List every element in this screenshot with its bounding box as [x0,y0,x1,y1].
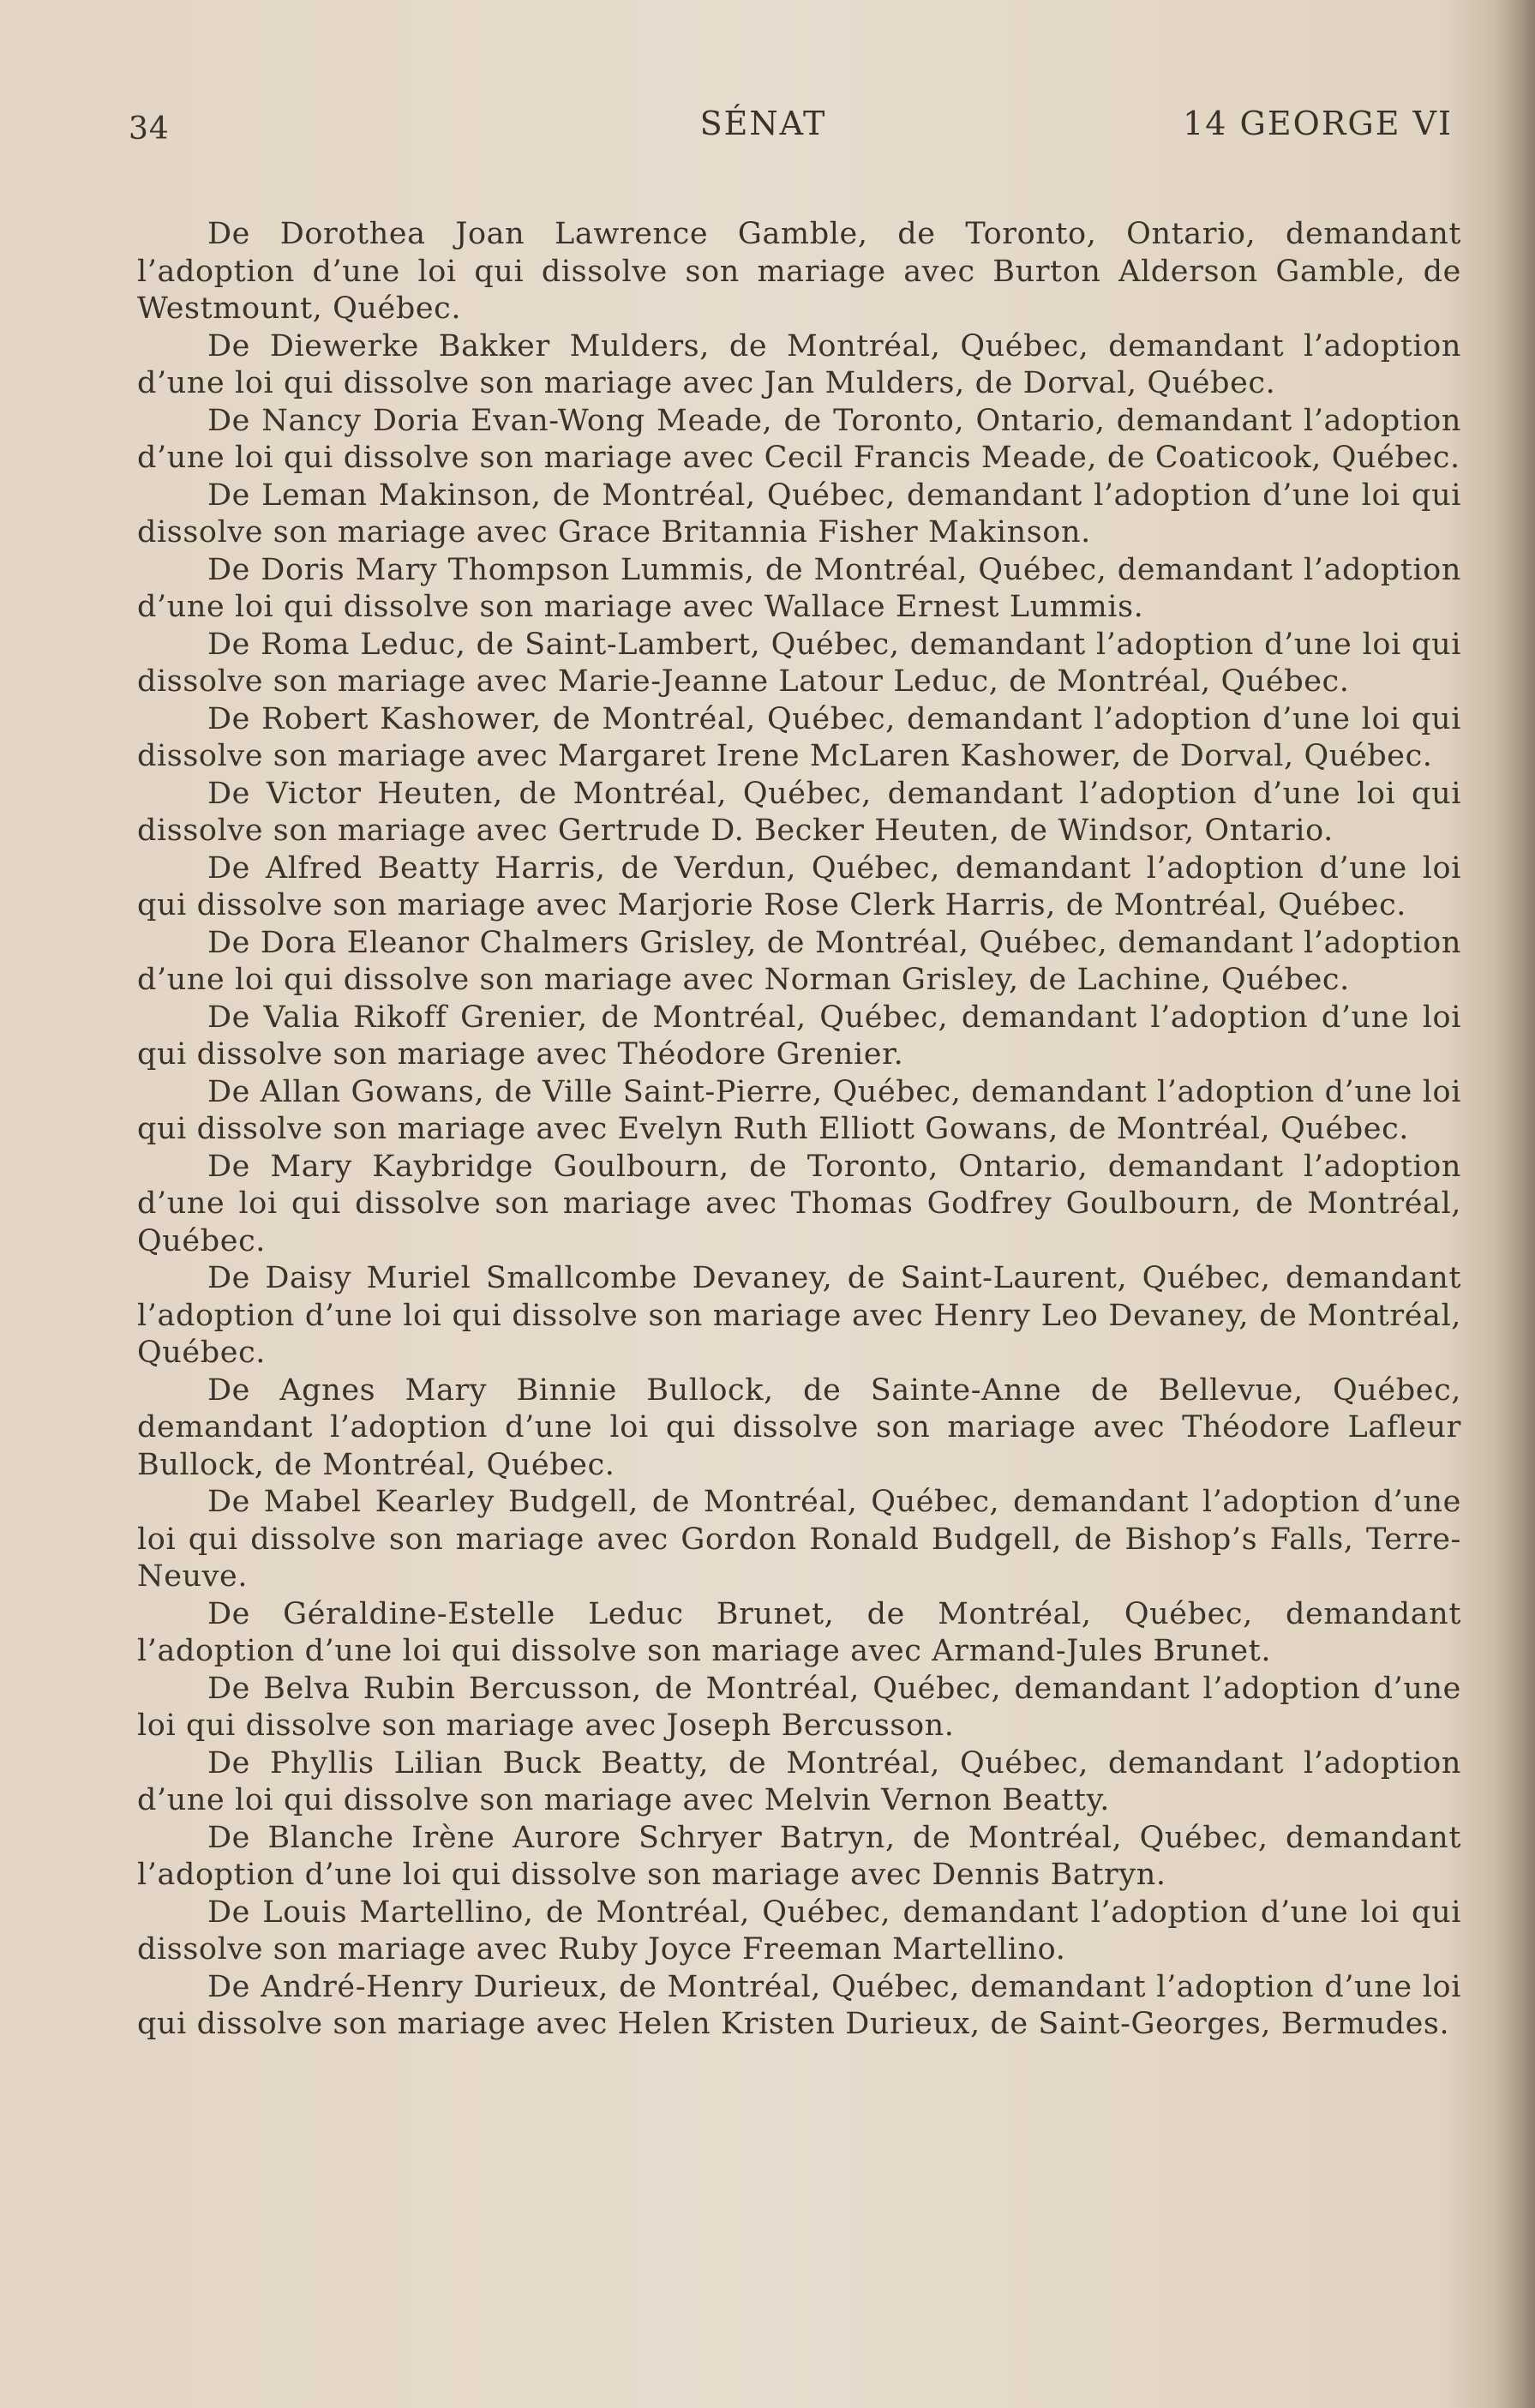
petition-paragraph: De Victor Heuten, de Montréal, Québec, demandant l’adoption d’une loi qui dissolve son mariage avec Gertrude D. Becker Heuten, de Windsor, Ontario. [137,776,1461,848]
petition-paragraph: De Alfred Beatty Harris, de Verdun, Québec, demandant l’adoption d’une loi qui dissolve son mariage avec Marjorie Rose Clerk Harris, de Montréal, Québec. [137,850,1461,922]
petition-paragraph: De Dorothea Joan Lawrence Gamble, de Toronto, Ontario, demandant l’adoption d’une loi qui dissolve son mariage avec Burton Alderson Gamble, de Westmount, Québec. [137,217,1461,326]
petition-paragraph: De Roma Leduc, de Saint-Lambert, Québec, demandant l’adoption d’une loi qui dissolve son mariage avec Marie-Jeanne Latour Leduc, de Montréal, Québec. [137,627,1461,699]
petition-paragraph: De Agnes Mary Binnie Bullock, de Sainte-Anne de Bellevue, Québec, demandant l’adoption d’une loi qui dissolve son mariage avec Théodore Lafleur Bullock, de Montréal, Québec. [137,1372,1461,1482]
petition-paragraph: De Géraldine-Estelle Leduc Brunet, de Montréal, Québec, demandant l’adoption d’une loi qui dissolve son mariage avec Armand-Jules Brunet. [137,1596,1461,1668]
regnal-year: 14 GEORGE VI [1183,105,1453,142]
petition-paragraph: De Mabel Kearley Budgell, de Montréal, Québec, demandant l’adoption d’une loi qui dissolve son mariage avec Gordon Ronald Budgell, de Bishop’s Falls, Terre-Neuve. [137,1485,1461,1594]
petition-paragraph: De Blanche Irène Aurore Schryer Batryn, de Montréal, Québec, demandant l’adoption d’une loi qui dissolve son mariage avec Dennis Batryn. [137,1820,1461,1892]
page-number: 34 [129,111,170,147]
petition-paragraph: De André-Henry Durieux, de Montréal, Québec, demandant l’adoption d’une loi qui dissolve son mariage avec Helen Kristen Durieux, de Saint-Georges, Bermudes. [137,1969,1461,2041]
page-title: SÉNAT [699,105,827,142]
petition-paragraph: De Valia Rikoff Grenier, de Montréal, Québec, demandant l’adoption d’une loi qui dissolve son mariage avec Théodore Grenier. [137,1000,1461,1072]
petition-paragraph: De Robert Kashower, de Montréal, Québec, demandant l’adoption d’une loi qui dissolve son mariage avec Margaret Irene McLaren Kashower, de Dorval, Québec. [137,701,1461,773]
petition-paragraph: De Nancy Doria Evan-Wong Meade, de Toronto, Ontario, demandant l’adoption d’une loi qui dissolve son mariage avec Cecil Francis Meade, de Coaticook, Québec. [137,403,1461,475]
petition-paragraph: De Leman Makinson, de Montréal, Québec, demandant l’adoption d’une loi qui dissolve son mariage avec Grace Britannia Fisher Makinson. [137,477,1461,549]
petition-paragraph: De Doris Mary Thompson Lummis, de Montréal, Québec, demandant l’adoption d’une loi qui dissolve son mariage avec Wallace Ernest Lummis. [137,552,1461,624]
petition-paragraph: De Dora Eleanor Chalmers Grisley, de Montréal, Québec, demandant l’adoption d’une loi qui dissolve son mariage avec Norman Grisley, de Lachine, Québec. [137,925,1461,997]
petition-paragraph: De Phyllis Lilian Buck Beatty, de Montréal, Québec, demandant l’adoption d’une loi qui dissolve son mariage avec Melvin Vernon Beatty. [137,1745,1461,1817]
petition-list [137,216,1461,2044]
petition-paragraph: De Diewerke Bakker Mulders, de Montréal, Québec, demandant l’adoption d’une loi qui dissolve son mariage avec Jan Mulders, de Dorval, Québec. [137,328,1461,400]
petition-paragraph: De Allan Gowans, de Ville Saint-Pierre, Québec, demandant l’adoption d’une loi qui dissolve son mariage avec Evelyn Ruth Elliott Gowans, de Montréal, Québec. [137,1074,1461,1146]
petition-paragraph: De Daisy Muriel Smallcombe Devaney, de Saint-Laurent, Québec, demandant l’adoption d’une loi qui dissolve son mariage avec Henry Leo Devaney, de Montréal, Québec. [137,1261,1461,1370]
binding-edge-shadow [1496,0,1535,2408]
petition-paragraph: De Louis Martellino, de Montréal, Québec, demandant l’adoption d’une loi qui dissolve son mariage avec Ruby Joyce Freeman Martellino. [137,1895,1461,1967]
petition-paragraph: De Mary Kaybridge Goulbourn, de Toronto, Ontario, demandant l’adoption d’une loi qui dissolve son mariage avec Thomas Godfrey Goulbourn, de Montréal, Québec. [137,1149,1461,1258]
petition-paragraph: De Belva Rubin Bercusson, de Montréal, Québec, demandant l’adoption d’une loi qui dissolve son mariage avec Joseph Bercusson. [137,1671,1461,1743]
